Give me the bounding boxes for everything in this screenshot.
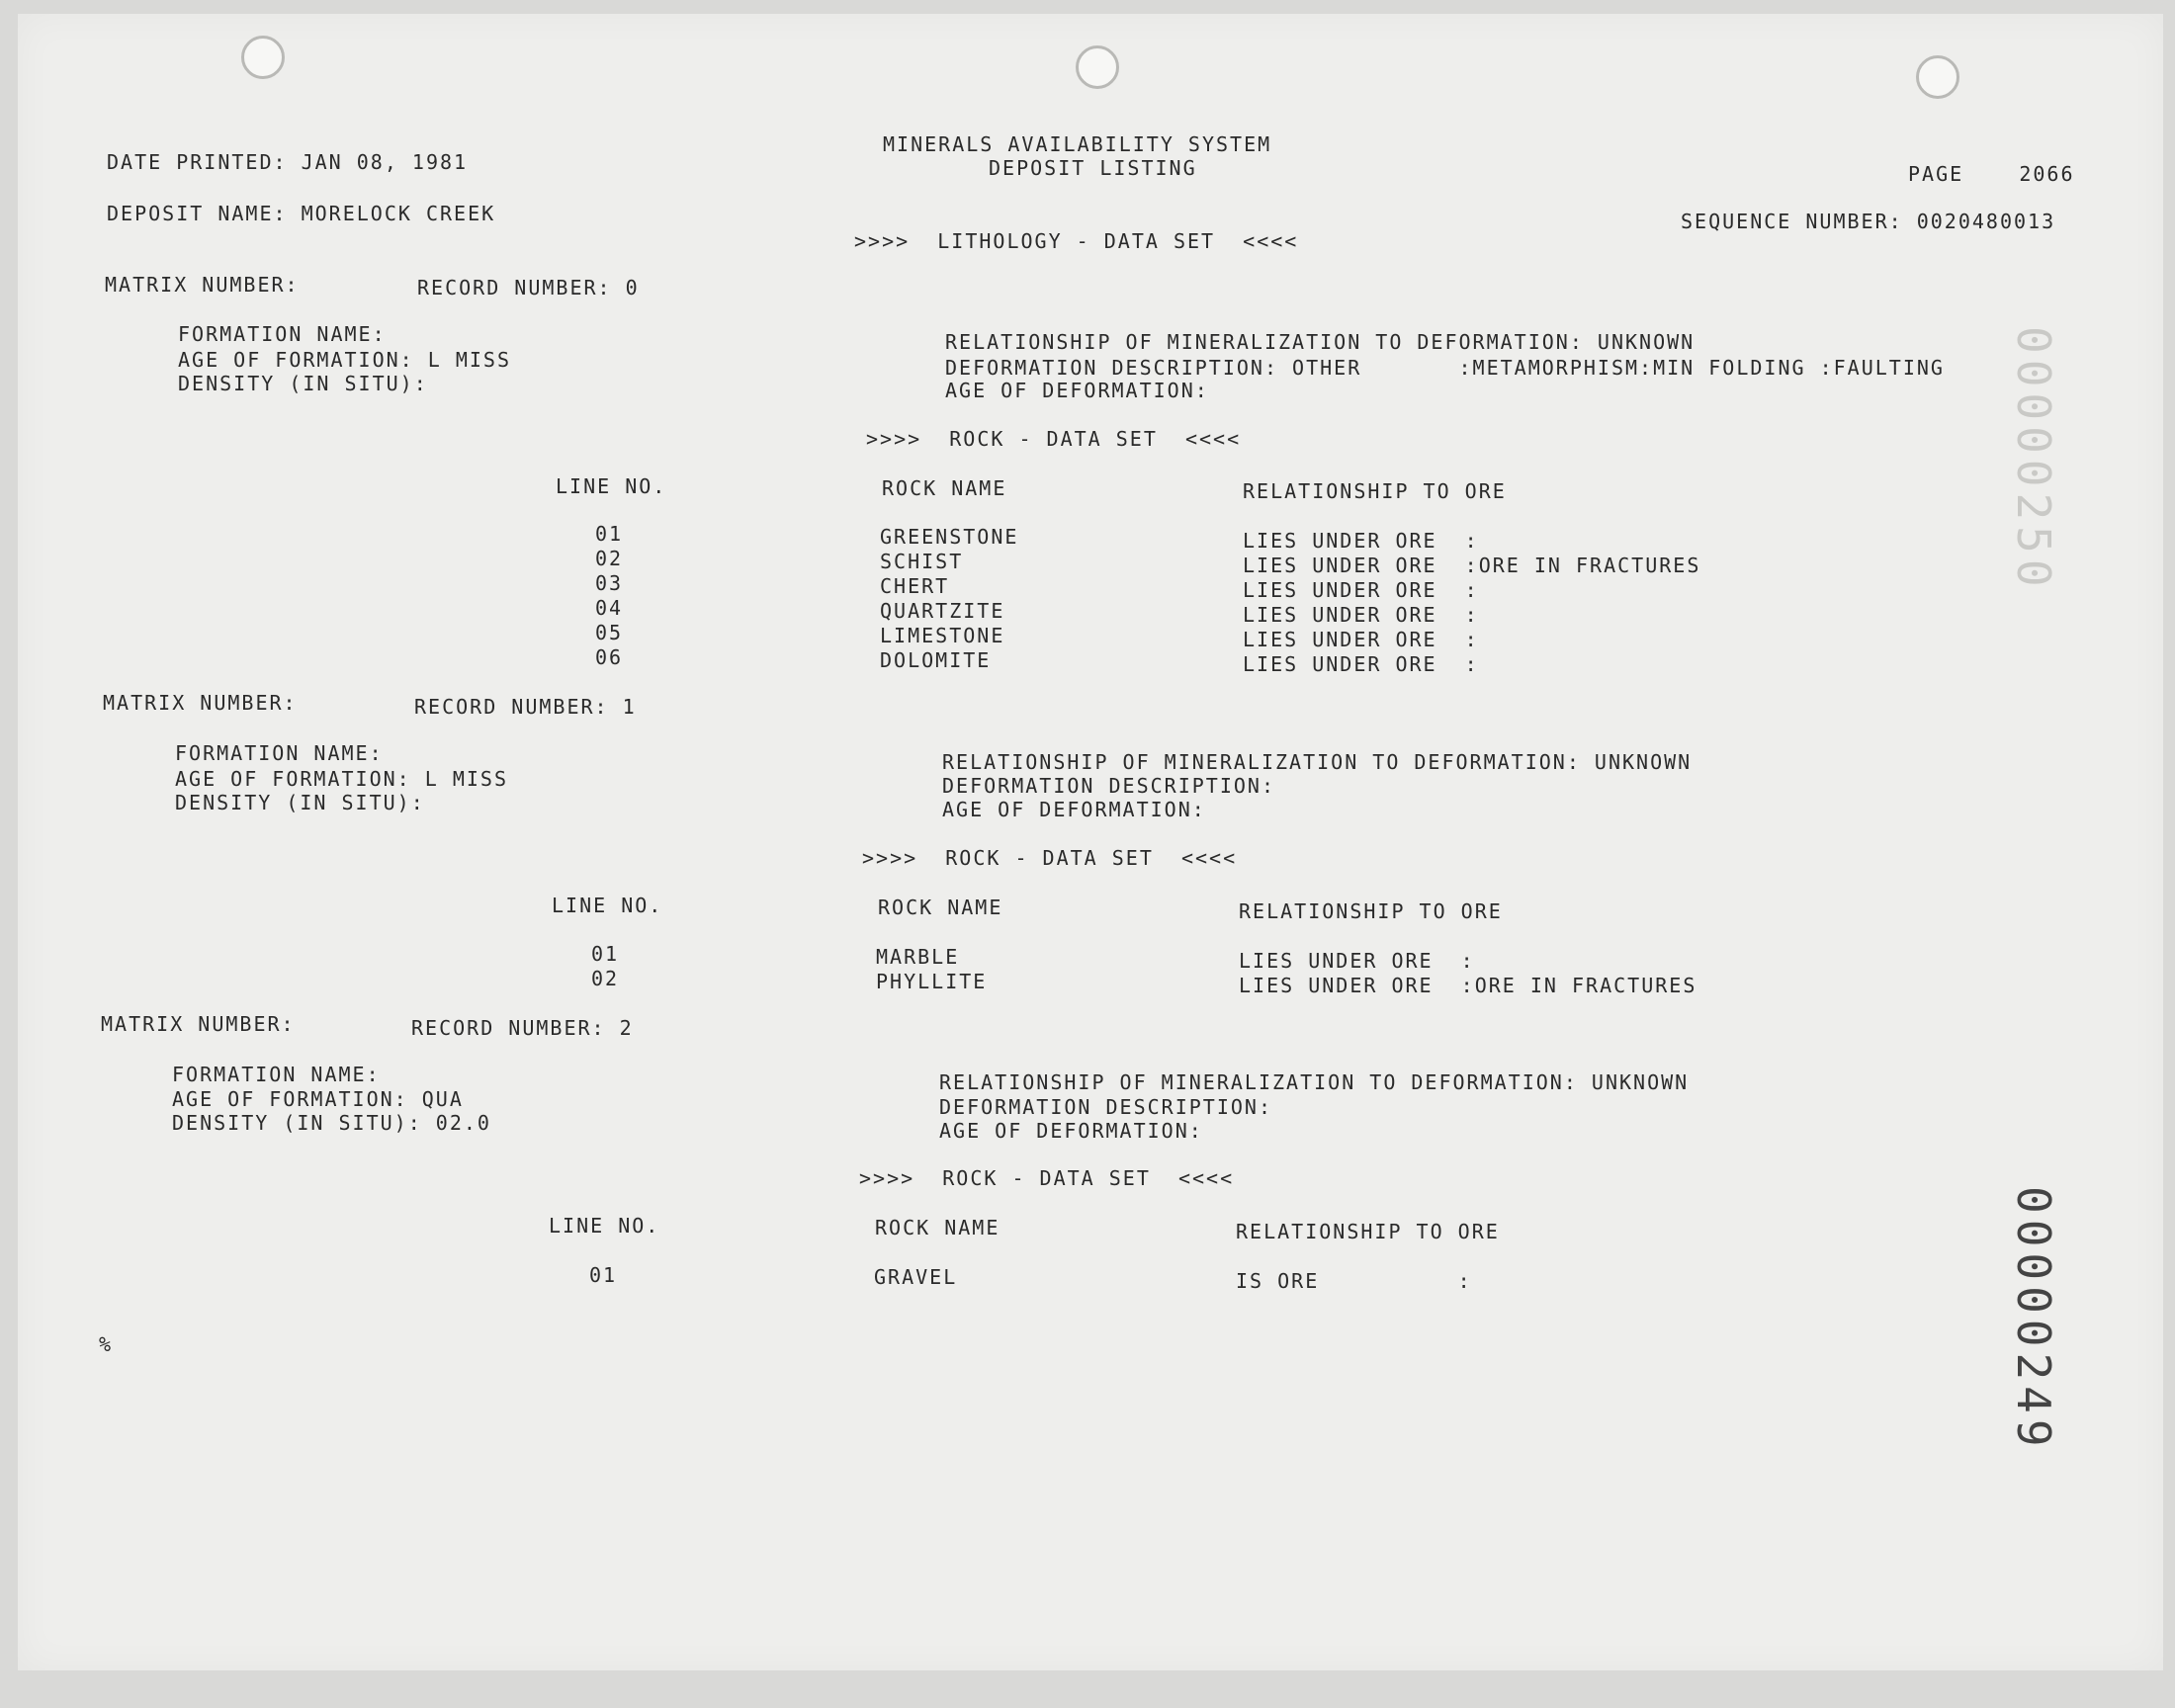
side-stamp-number-faint: 00000250 (2007, 326, 2060, 593)
table-row-rock: QUARTZITE (880, 599, 1005, 623)
table-row-rock: CHERT (880, 574, 950, 598)
table-row-line: 01 (589, 1263, 618, 1287)
age-of-deformation: AGE OF DEFORMATION: (945, 379, 1209, 402)
rock-dataset-title: >>>> ROCK - DATA SET <<<< (866, 427, 1242, 451)
table-row-relationship: IS ORE : (1236, 1269, 1472, 1293)
system-title: MINERALS AVAILABILITY SYSTEM (883, 132, 1272, 156)
table-row-relationship: LIES UNDER ORE : (1243, 578, 1479, 602)
deformation-description: DEFORMATION DESCRIPTION: OTHER :METAMORPHISM:MIN FOLDING :FAULTING (945, 356, 1945, 380)
table-row-relationship: LIES UNDER ORE :ORE IN FRACTURES (1243, 554, 1701, 577)
listing-title: DEPOSIT LISTING (989, 156, 1197, 180)
deformation-description: DEFORMATION DESCRIPTION: (939, 1095, 1272, 1119)
table-row-line: 04 (595, 596, 624, 620)
line-no-header: LINE NO. (552, 894, 663, 917)
page-number: PAGE 2066 (1908, 162, 2075, 186)
date-printed: DATE PRINTED: JAN 08, 1981 (107, 150, 469, 174)
table-row-line: 02 (595, 547, 624, 570)
binder-hole-right (1916, 55, 1959, 99)
age-of-formation: AGE OF FORMATION: L MISS (178, 348, 511, 372)
table-row-rock: DOLOMITE (880, 648, 992, 672)
table-row-rock: SCHIST (880, 550, 964, 573)
table-row-relationship: LIES UNDER ORE : (1243, 628, 1479, 651)
relationship-header: RELATIONSHIP TO ORE (1239, 899, 1503, 923)
table-row-line: 03 (595, 571, 624, 595)
line-no-header: LINE NO. (556, 474, 667, 498)
relationship-to-deformation: RELATIONSHIP OF MINERALIZATION TO DEFORMATION: UNKNOWN (945, 330, 1696, 354)
printout-sheet (18, 14, 2163, 1670)
percent-mark: % (99, 1332, 114, 1356)
line-no-header: LINE NO. (549, 1214, 660, 1238)
age-of-formation: AGE OF FORMATION: QUA (172, 1087, 464, 1111)
age-of-deformation: AGE OF DEFORMATION: (939, 1119, 1203, 1143)
matrix-number-label: MATRIX NUMBER: (101, 1012, 296, 1036)
density-in-situ: DENSITY (IN SITU): 02.0 (172, 1111, 491, 1135)
table-row-rock: GREENSTONE (880, 525, 1019, 549)
table-row-rock: MARBLE (876, 945, 960, 969)
record-number: RECORD NUMBER: 2 (411, 1016, 634, 1040)
rock-name-header: ROCK NAME (875, 1216, 1000, 1239)
binder-hole-center (1076, 45, 1119, 89)
table-row-line: 02 (591, 967, 620, 990)
formation-name: FORMATION NAME: (175, 741, 384, 765)
table-row-rock: LIMESTONE (880, 624, 1005, 647)
table-row-relationship: LIES UNDER ORE : (1243, 652, 1479, 676)
table-row-rock: GRAVEL (874, 1265, 958, 1289)
sequence-number: SEQUENCE NUMBER: 0020480013 (1681, 210, 2056, 233)
table-row-rock: PHYLLITE (876, 970, 988, 993)
relationship-header: RELATIONSHIP TO ORE (1243, 479, 1507, 503)
table-row-line: 05 (595, 621, 624, 644)
age-of-deformation: AGE OF DEFORMATION: (942, 798, 1206, 821)
record-number: RECORD NUMBER: 1 (414, 695, 637, 719)
relationship-to-deformation: RELATIONSHIP OF MINERALIZATION TO DEFORMATION: UNKNOWN (939, 1070, 1690, 1094)
table-row-relationship: LIES UNDER ORE : (1239, 949, 1475, 973)
density-in-situ: DENSITY (IN SITU): (175, 791, 425, 814)
matrix-number-label: MATRIX NUMBER: (105, 273, 300, 297)
formation-name: FORMATION NAME: (178, 322, 387, 346)
rock-dataset-title: >>>> ROCK - DATA SET <<<< (859, 1166, 1235, 1190)
side-stamp-number: 00000249 (2007, 1186, 2060, 1453)
rock-name-header: ROCK NAME (878, 896, 1003, 919)
binder-hole-left (241, 36, 285, 79)
deposit-name: DEPOSIT NAME: MORELOCK CREEK (107, 202, 496, 225)
density-in-situ: DENSITY (IN SITU): (178, 372, 428, 395)
rock-dataset-title: >>>> ROCK - DATA SET <<<< (862, 846, 1238, 870)
relationship-to-deformation: RELATIONSHIP OF MINERALIZATION TO DEFORMATION: UNKNOWN (942, 750, 1693, 774)
lithology-dataset-title: >>>> LITHOLOGY - DATA SET <<<< (854, 229, 1299, 253)
matrix-number-label: MATRIX NUMBER: (103, 691, 298, 715)
deformation-description: DEFORMATION DESCRIPTION: (942, 774, 1275, 798)
table-row-line: 01 (591, 942, 620, 966)
table-row-line: 06 (595, 645, 624, 669)
relationship-header: RELATIONSHIP TO ORE (1236, 1220, 1500, 1243)
table-row-relationship: LIES UNDER ORE : (1243, 603, 1479, 627)
rock-name-header: ROCK NAME (882, 476, 1007, 500)
table-row-relationship: LIES UNDER ORE :ORE IN FRACTURES (1239, 974, 1697, 997)
table-row-relationship: LIES UNDER ORE : (1243, 529, 1479, 553)
record-number: RECORD NUMBER: 0 (417, 276, 640, 299)
age-of-formation: AGE OF FORMATION: L MISS (175, 767, 508, 791)
table-row-line: 01 (595, 522, 624, 546)
formation-name: FORMATION NAME: (172, 1063, 381, 1086)
